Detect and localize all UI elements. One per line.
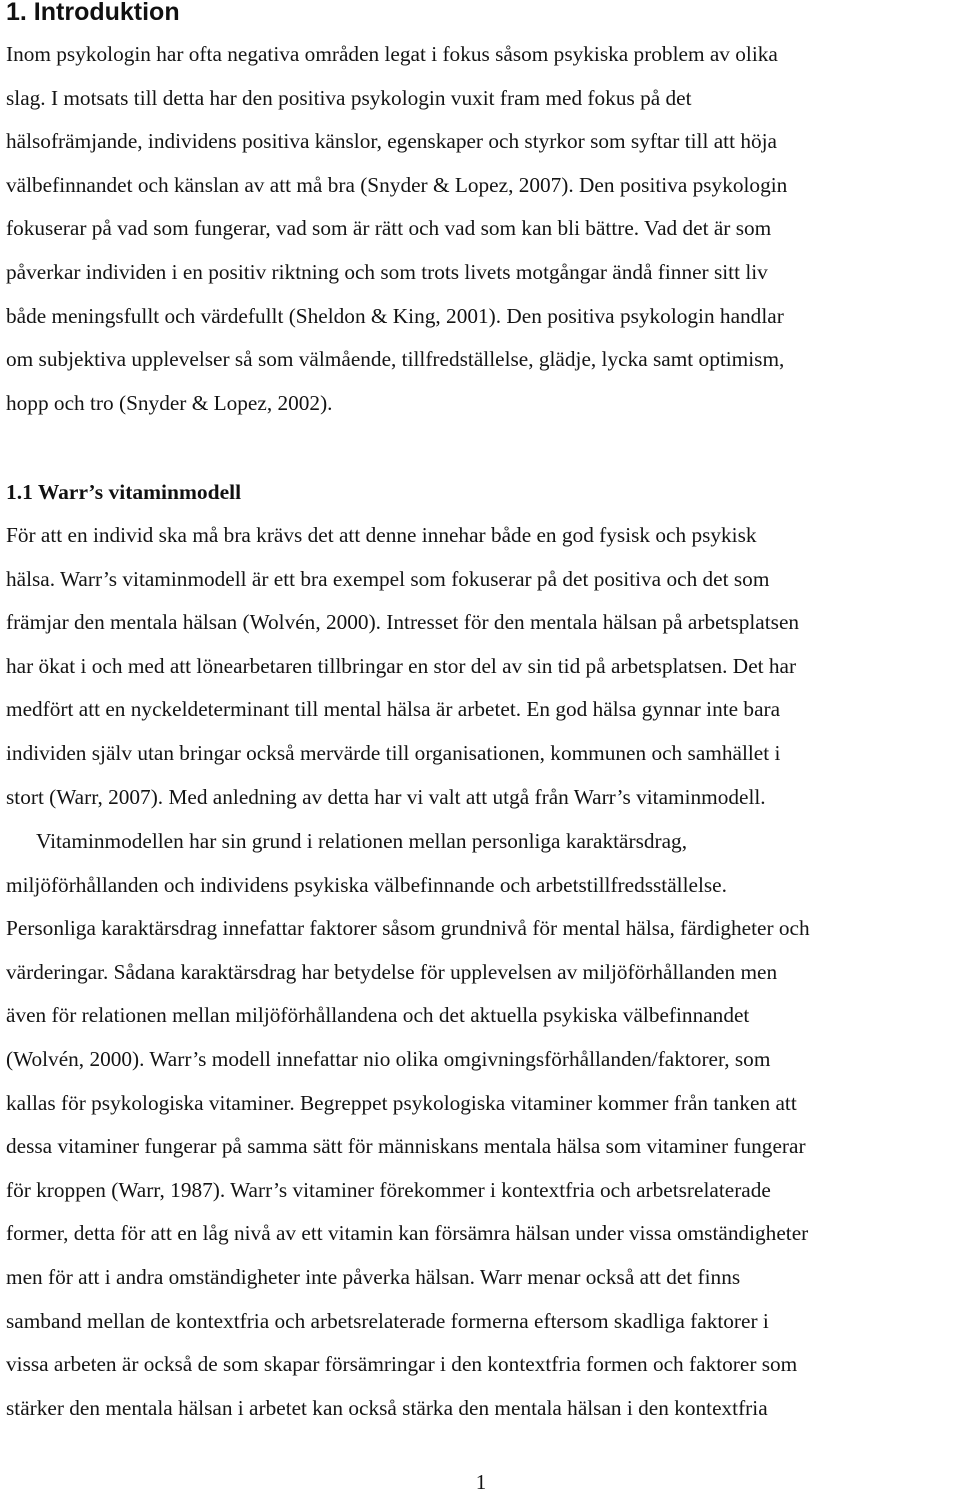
paragraph-line: individen själv utan bringar också mervärde till organisationen, kommunen och samhället i [6,740,781,765]
paragraph-line: men för att i andra omständigheter inte påverka hälsan. Warr menar också att det finns [6,1264,741,1289]
paragraph-line: samband mellan de kontextfria och arbetsrelaterade formerna eftersom skadliga faktorer i [6,1308,769,1333]
paragraph-line: slag. I motsats till detta har den positiva psykologin vuxit fram med fokus på det [6,85,692,110]
paragraph-line: för kroppen (Warr, 1987). Warr’s vitaminer förekommer i kontextfria och arbetsrelaterade [6,1177,771,1202]
paragraph-line: påverkar individen i en positiv riktning och som trots livets motgångar ändå finner sitt liv [6,259,768,284]
paragraph-line: om subjektiva upplevelser så som välmående, tillfredställelse, glädje, lycka samt optimism, [6,347,785,372]
paragraph-line: Vitaminmodellen har sin grund i relationen mellan personliga karaktärsdrag, [36,829,688,853]
subsection-heading: 1.1 Warr’s vitaminmodell [6,480,242,504]
paragraph-line: Inom psykologin har ofta negativa områden legat i fokus såsom psykiska problem av olika [6,42,778,66]
paragraph-line: medfört att en nyckeldeterminant till mental hälsa är arbetet. En god hälsa gynnar inte bara [6,697,781,722]
paragraph-line: främjar den mentala hälsan (Wolvén, 2000). Intresset för den mentala hälsan på arbetsplatsen [6,610,800,635]
paragraph-line: värderingar. Sådana karaktärsdrag har betydelse för upplevelsen av miljöförhållanden men [6,959,778,984]
vitamin-model-paragraph-1 [6,514,960,819]
paragraph-line: hopp och tro (Snyder & Lopez, 2002). [6,390,333,415]
paragraph-line: miljöförhållanden och individens psykiska välbefinnande och arbetstillfredsställelse. [6,872,727,897]
document-page [6,0,956,1495]
paragraph-line: stärker den mentala hälsan i arbetet kan också stärka den mentala hälsan i den kontextfria [6,1395,768,1420]
paragraph-line: dessa vitaminer fungerar på samma sätt för människans mentala hälsa som vitaminer fungerar [6,1134,806,1159]
vitamin-model-paragraph-2 [6,820,960,1430]
paragraph-line: För att en individ ska må bra krävs det att denne innehar både en god fysisk och psykisk [6,523,757,547]
paragraph-line: välbefinnandet och känslan av att må bra (Snyder & Lopez, 2007). Den positiva psykologin [6,172,788,197]
paragraph-line: fokuserar på vad som fungerar, vad som är rätt och vad som kan bli bättre. Vad det är som [6,216,772,241]
paragraph-line: hälsa. Warr’s vitaminmodell är ett bra exempel som fokuserar på det positiva och det som [6,566,770,591]
paragraph-line: hälsofrämjande, individens positiva känslor, egenskaper och styrkor som syftar till att höja [6,129,777,154]
paragraph-line: både meningsfullt och värdefullt (Sheldon & King, 2001). Den positiva psykologin handlar [6,303,784,328]
page-number: 1 [475,1470,487,1494]
paragraph-line: former, detta för att en låg nivå av ett vitamin kan försämra hälsan under vissa omständigheter [6,1221,809,1246]
paragraph-line: har ökat i och med att lönearbetaren tillbringar en stor del av sin tid på arbetsplatsen. Det har [6,653,797,678]
section-heading: 1. Introduktion [6,0,180,26]
paragraph-line: vissa arbeten är också de som skapar försämringar i den kontextfria formen och faktorer som [6,1352,798,1377]
paragraph-line: även för relationen mellan miljöförhållandena och det aktuella psykiska välbefinnandet [6,1003,750,1028]
paragraph-line: stort (Warr, 2007). Med anledning av detta har vi valt att utgå från Warr’s vitaminmodell. [6,784,766,809]
introduction-paragraph [6,33,960,425]
paragraph-line: Personliga karaktärsdrag innefattar faktorer såsom grundnivå för mental hälsa, färdigheter och [6,916,810,941]
paragraph-line: kallas för psykologiska vitaminer. Begreppet psykologiska vitaminer kommer från tanken att [6,1090,797,1115]
paragraph-line: (Wolvén, 2000). Warr’s modell innefattar nio olika omgivningsförhållanden/faktorer, som [6,1046,771,1071]
